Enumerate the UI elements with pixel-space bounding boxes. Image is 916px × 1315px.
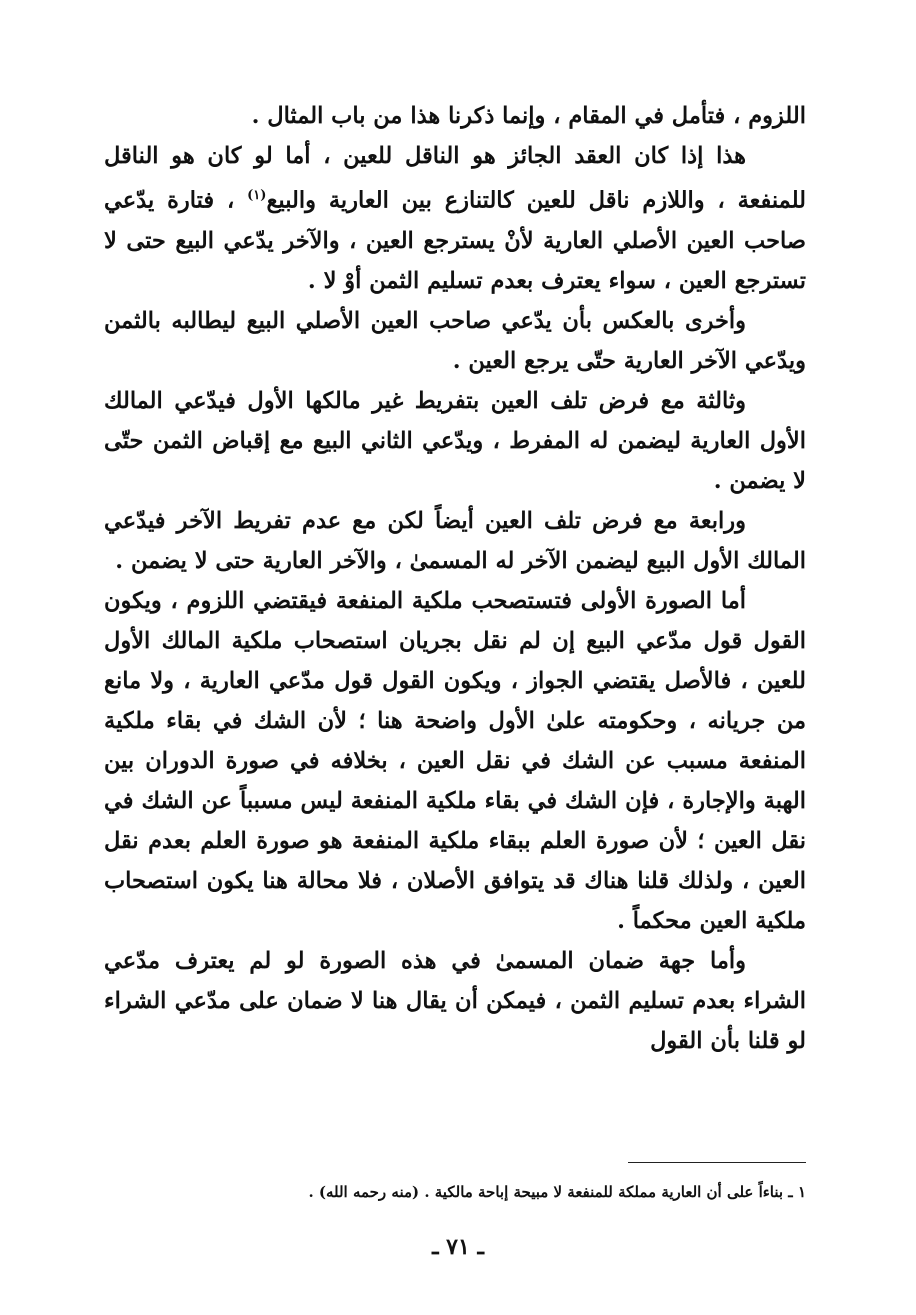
paragraph-5: ورابعة مع فرض تلف العين أيضاً لكن مع عدم تفريط الآخر فيدّعي المالك الأول البيع ليضمن الآخر له المسمىٰ ، والآخر العارية حتى لا يضمن . [104, 507, 806, 574]
paragraph-3: وأخرى بالعكس بأن يدّعي صاحب العين الأصلي البيع ليطالبه بالثمن ويدّعي الآخر العارية حتّى يرجع العين . [104, 307, 806, 374]
paragraph-4: وثالثة مع فرض تلف العين بتفريط غير مالكها الأول فيدّعي المالك الأول العارية ليضمن له المفرط ، ويدّعي الثاني البيع مع إقباض الثمن حتّى لا يضمن . [104, 387, 806, 494]
paragraph-7: وأما جهة ضمان المسمىٰ في هذه الصورة لو لم يعترف مدّعي الشراء بعدم تسليم الثمن ، فيمكن أن يقال هنا لا ضمان على مدّعي الشراء لو قلنا بأن القول [104, 947, 806, 1054]
footnote-divider [628, 1162, 806, 1163]
main-text [104, 96, 806, 1061]
paragraph-1: اللزوم ، فتأمل في المقام ، وإنما ذكرنا هذا من باب المثال . [251, 103, 806, 129]
page-number: ـ ٧١ ـ [432, 1234, 484, 1260]
paragraph-6: أما الصورة الأولى فتستصحب ملكية المنفعة فيقتضي اللزوم ، ويكون القول قول مدّعي البيع إن لم نقل بجريان استصحاب ملكية المالك الأول للعين ، فالأصل يقتضي الجواز ، ويكون القول قول مدّعي العارية ، ولا مانع من جريانه ، وحكومته علىٰ الأول واضحة هنا ؛ لأن الشك في بقاء ملكية المنفعة مسبب عن الشك في نقل العين ، بخلافه في صورة الدوران بين الهبة والإجارة ، فإن الشك في بقاء ملكية المنفعة ليس مسبباً عن الشك في نقل العين ؛ لأن صورة العلم ببقاء ملكية المنفعة هو صورة العلم بعدم نقل العين ، ولذلك قلنا هناك قد يتوافق الأصلان ، فلا محالة هنا يكون استصحاب ملكية العين محكماً . [104, 587, 806, 934]
footnote-marker: (١) [247, 188, 267, 203]
footnote: ١ ـ بناءاً على أن العارية مملكة للمنفعة لا مبيحة إباحة مالكية . (منه رحمه الله) . [308, 1183, 806, 1201]
paragraph-2-text: هذا إذا كان العقد الجائز هو الناقل للعين ، أما لو كان هو الناقل للمنفعة ، واللازم ناقل للعين كالتنازع بين العارية والبيع [104, 143, 806, 214]
paragraph-2-continuation: ، فتارة يدّعي صاحب العين الأصلي العارية لأنْ يسترجع العين ، والآخر يدّعي البيع حتى لا تسترجع العين ، سواء يعترف بعدم تسليم الثمن أوْ لا . [104, 187, 806, 294]
paragraph-2 [104, 136, 806, 301]
